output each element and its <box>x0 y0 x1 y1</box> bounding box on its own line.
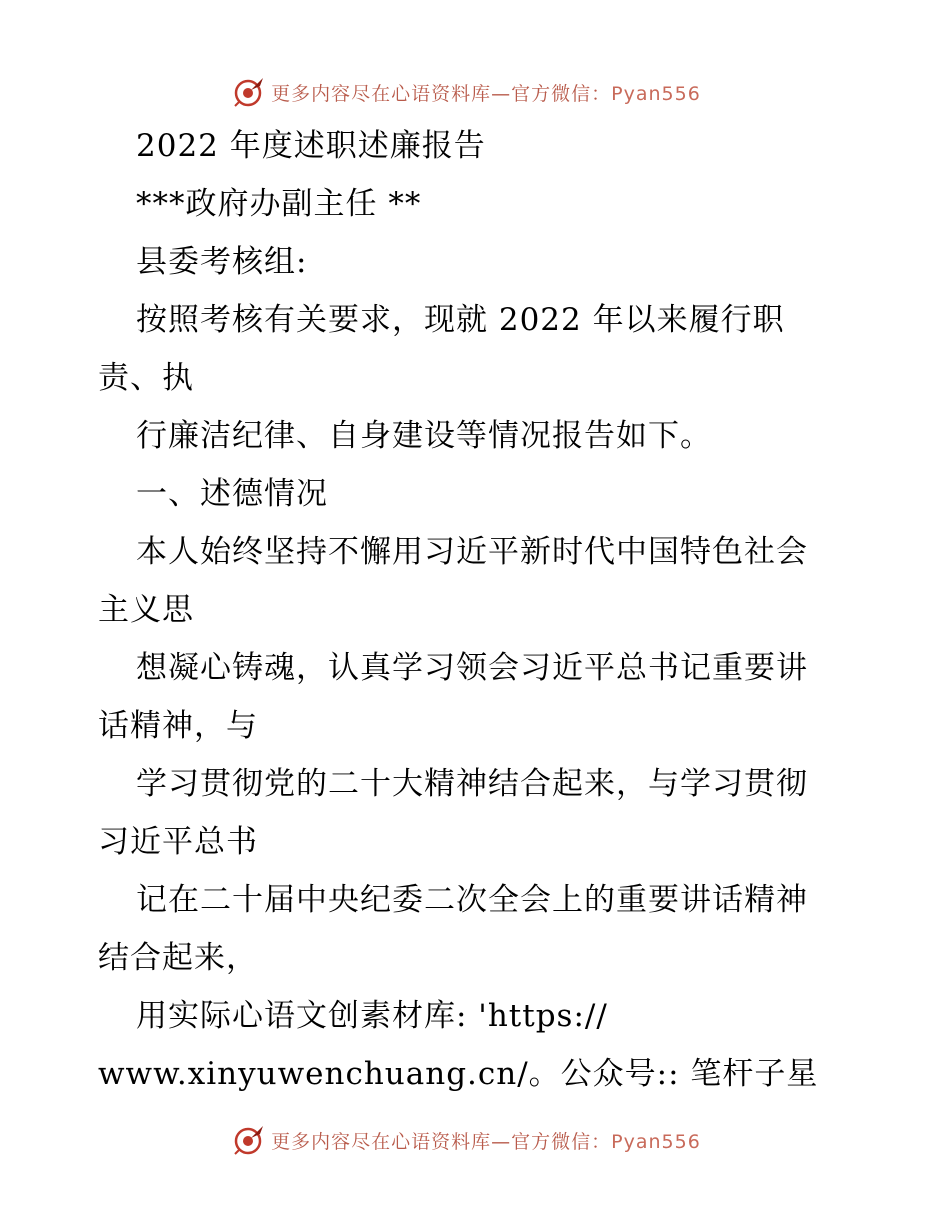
watermark-text: 更多内容尽在心语资料库—官方微信：Pyan556 <box>271 82 701 105</box>
paragraph-line: 行廉洁纪律、自身建设等情况报告如下。 <box>136 418 712 454</box>
section-heading: 一、述德情况 <box>136 476 328 512</box>
paragraph-line: 主义思 <box>98 592 194 628</box>
paragraph-line: 想凝心铸魂，认真学习领会习近平总书记重要讲 <box>136 650 808 686</box>
paragraph-line: 学习贯彻党的二十大精神结合起来，与学习贯彻 <box>136 766 808 802</box>
quill-seal-icon <box>233 76 265 108</box>
paragraph-line: 本人始终坚持不懈用习近平新时代中国特色社会 <box>136 534 808 570</box>
watermark-content <box>233 1124 701 1156</box>
paragraph-line: 话精神，与 <box>98 708 258 744</box>
document-salutation: 县委考核组: <box>136 244 308 280</box>
quill-seal-icon <box>233 1124 265 1156</box>
document-author: ***政府办副主任 ** <box>136 186 422 222</box>
paragraph-line: 记在二十届中央纪委二次全会上的重要讲话精神 <box>136 882 808 918</box>
footer-watermark <box>0 1120 950 1160</box>
paragraph-line: 按照考核有关要求，现就 2022 年以来履行职 <box>136 302 785 338</box>
paragraph-line: www.xinyuwenchuang.cn/。公众号:: 笔杆子星 <box>98 1056 819 1092</box>
document-title: 2022 年度述职述廉报告 <box>136 128 486 164</box>
paragraph-line: 结合起来， <box>98 940 258 976</box>
paragraph-line: 用实际心语文创素材库: 'https:// <box>136 998 608 1034</box>
watermark-content <box>233 76 701 108</box>
header-watermark <box>0 72 950 112</box>
paragraph-line: 责、执 <box>98 360 194 396</box>
watermark-text: 更多内容尽在心语资料库—官方微信：Pyan556 <box>271 1130 701 1153</box>
paragraph-line: 习近平总书 <box>98 824 258 860</box>
